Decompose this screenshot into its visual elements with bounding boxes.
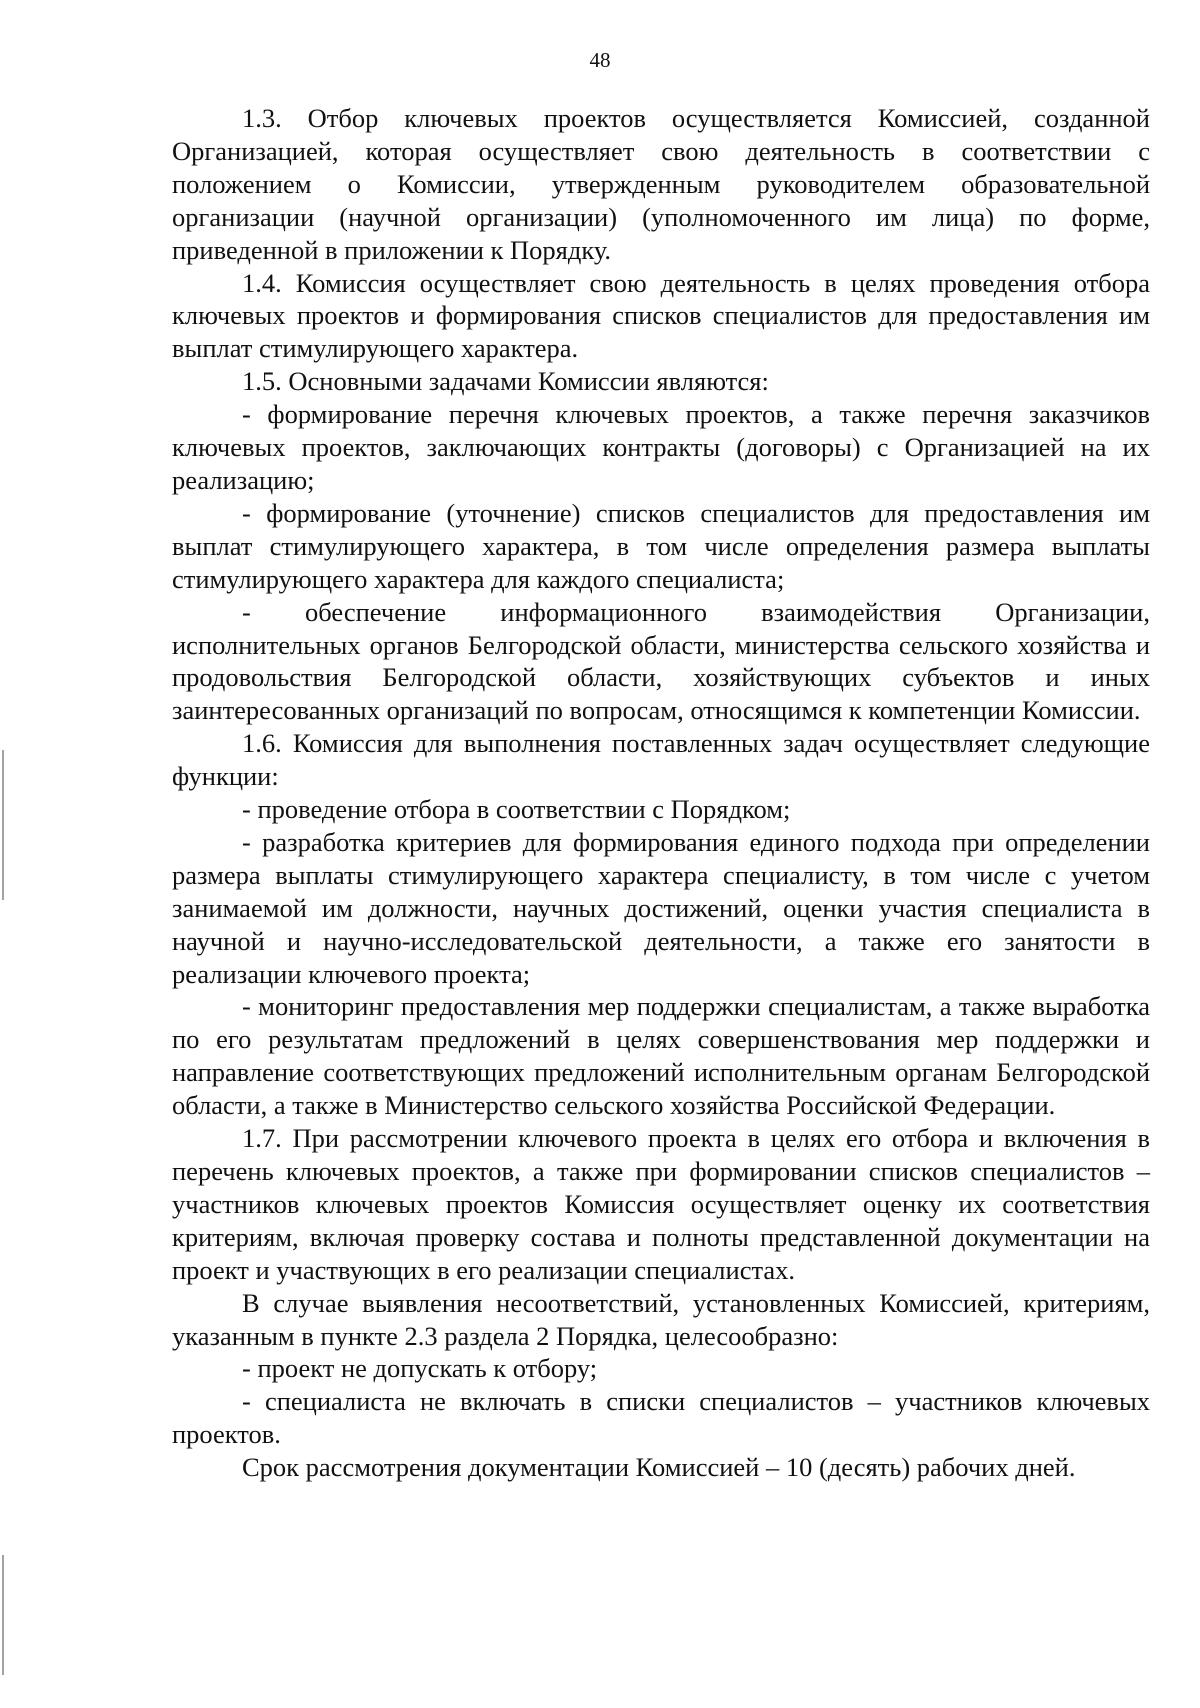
function-item-1: - проведение отбора в соответствии с Порядком;	[242, 794, 791, 825]
task-item-2: - формирование (уточнение) списков специалистов для предоставления им выплат стимулирующего характера, в том числе определения размера выплаты стимулирующего характера для каждого специалиста;	[172, 497, 1150, 594]
nonconformity-paragraph: В случае выявления несоответствий, установленных Комиссией, критериям, указанным в пункте 2.3 раздела 2 Порядка, целесообразно:	[172, 1287, 1150, 1351]
paragraph-1-6: 1.6. Комиссия для выполнения поставленных задач осуществляет следующие функции:	[172, 728, 1150, 792]
function-item-3: - мониторинг предоставления мер поддержки специалистам, а также выработка по его результатам предложений в целях совершенствования мер поддержки и направление соответствующих предложений исполнительным органам Белгородской области, а также в Министерство сельского хозяйства Российской Федерации.	[172, 991, 1150, 1121]
task-item-3: - обеспечение информационного взаимодействия Организации, исполнительных органов Белгородской области, министерства сельского хозяйства и продовольствия Белгородской области, хозяйствующих субъектов и иных заинтересованных организаций по вопросам, относящимся к компетенции Комиссии.	[172, 596, 1150, 726]
page-number: 48	[589, 48, 611, 72]
task-item-1: - формирование перечня ключевых проектов, а также перечня заказчиков ключевых проектов, заключающих контракты (договоры) с Организацией на их реализацию;	[172, 399, 1150, 495]
scan-edge-mark-lower	[2, 1555, 4, 1675]
document-body	[172, 102, 1150, 1484]
function-item-2: - разработка критериев для формирования единого подхода при определении размера выплаты стимулирующего характера специалисту, в том числе с учетом занимаемой им должности, научных достижений, оценки участия специалиста в научной и научно-исследовательской деятельности, а также его занятости в реализации ключевого проекта;	[172, 826, 1150, 989]
nonconformity-item-1: - проект не допускать к отбору;	[242, 1353, 598, 1384]
nonconformity-item-2: - специалиста не включать в списки специалистов – участников ключевых проектов.	[172, 1386, 1150, 1450]
paragraph-1-4: 1.4. Комиссия осуществляет свою деятельность в целях проведения отбора ключевых проектов и формирования списков специалистов для предоставления им выплат стимулирующего характера.	[172, 267, 1150, 364]
paragraph-1-5: 1.5. Основными задачами Комиссии являются:	[242, 366, 769, 397]
paragraph-1-3: 1.3. Отбор ключевых проектов осуществляется Комиссией, созданной Организацией, которая осуществляет свою деятельность в соответствии с положением о Комиссии, утвержденным руководителем образовательной организации (научной организации) (уполномоченного им лица) по форме, приведенной в приложении к Порядку.	[172, 103, 1150, 265]
paragraph-1-7: 1.7. При рассмотрении ключевого проекта в целях его отбора и включения в перечень ключевых проектов, а также при формировании списков специалистов – участников ключевых проектов Комиссия осуществляет оценку их соответствия критериям, включая проверку состава и полноты представленной документации на проект и участвующих в его реализации специалистах.	[172, 1123, 1150, 1285]
review-period-paragraph: Срок рассмотрения документации Комиссией – 10 (десять) рабочих дней.	[242, 1452, 1076, 1483]
scan-edge-mark-upper	[2, 750, 4, 900]
